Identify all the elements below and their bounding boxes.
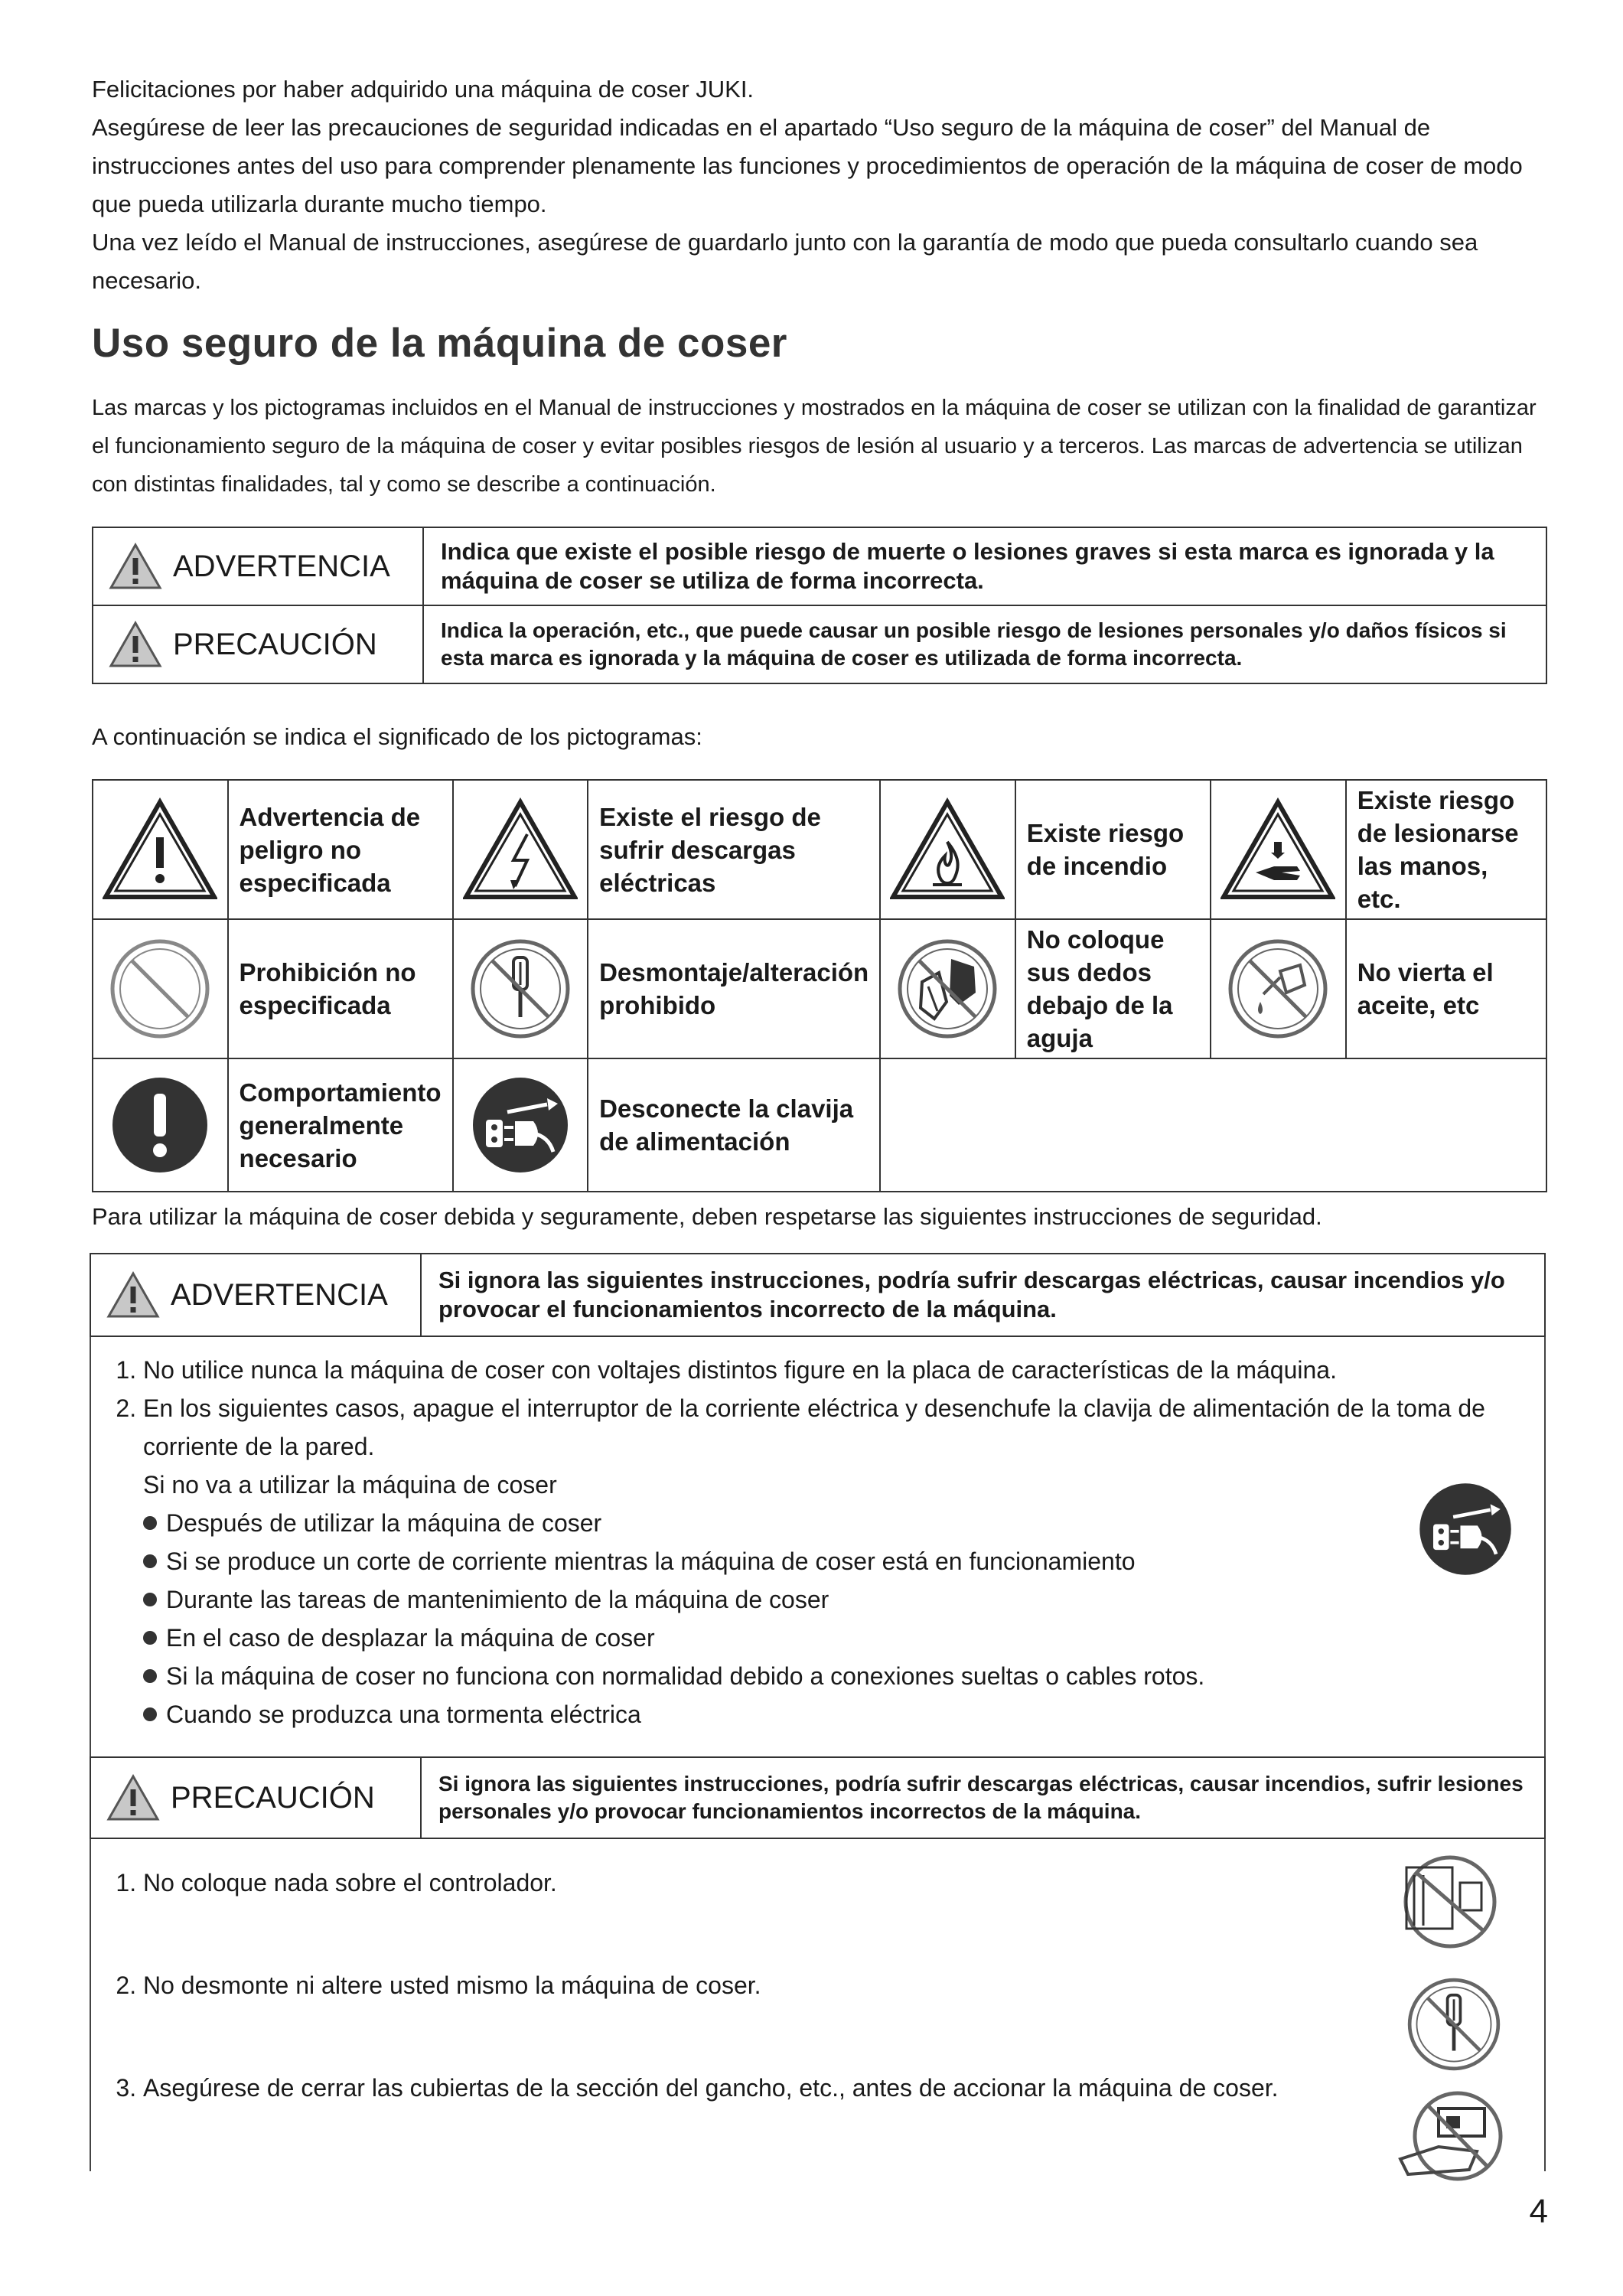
- signal-word-caution: PRECAUCIÓN: [173, 627, 377, 661]
- caution-item-2: 2. No desmonte ni altere usted mismo la máquina de coser.: [143, 1966, 1374, 2004]
- pictogram-label: Existe riesgo de lesionarse las manos, etc.: [1346, 780, 1546, 919]
- pictogram-table: [92, 779, 1547, 1192]
- list-item: En el caso de desplazar la máquina de coser: [143, 1619, 1534, 1657]
- intro-paragraph-2: Asegúrese de leer las precauciones de seguridad indicadas en el apartado “Uso seguro de la máquina de coser” del Manual de instrucciones antes del uso para comprender plenamente las funciones y procedimientos de operación de la máquina de coser de modo que pueda utilizarla durante mucho tiempo.: [92, 114, 1523, 217]
- pictogram-label: No coloque sus dedos debajo de la aguja: [1015, 919, 1211, 1058]
- caution-item-3: 3. Asegúrese de cerrar las cubiertas de la sección del gancho, etc., antes de accionar la máquina de coser.: [143, 2069, 1374, 2107]
- close-covers-icon: [1393, 2086, 1515, 2193]
- warning-triangle-icon: [106, 1774, 160, 1821]
- pictograms-lead: A continuación se indica el significado de los pictogramas:: [92, 723, 702, 750]
- mandatory-action-icon: [103, 1068, 217, 1182]
- nothing-on-controller-icon: [1393, 1852, 1507, 1952]
- intro-text: [92, 70, 1546, 300]
- warning-item-2-sub: Si no va a utilizar la máquina de coser: [143, 1471, 557, 1499]
- caution-word: PRECAUCIÓN: [171, 1780, 375, 1815]
- warning-word: ADVERTENCIA: [171, 1277, 388, 1312]
- pictogram-label: Existe riesgo de incendio: [1015, 780, 1211, 919]
- caution-item-1: 1. No coloque nada sobre el controlador.: [143, 1864, 1374, 1902]
- caution-desc: Si ignora las siguientes instrucciones, podría sufrir descargas eléctricas, causar incendios, sufrir lesiones personales y/o provocar funcionamientos incorrectos de la máquina.: [421, 1757, 1545, 1838]
- electric-shock-warning-icon: [463, 797, 578, 902]
- pictogram-label: Comportamiento generalmente necesario: [228, 1058, 453, 1192]
- list-item: Si la máquina de coser no funciona con normalidad debido a conexiones sueltas o cables rotos.: [143, 1657, 1534, 1695]
- signal-row-warning: [93, 527, 1546, 605]
- section-lead: Las marcas y los pictogramas incluidos en el Manual de instrucciones y mostrados en la máquina de coser se utilizan con la finalidad de garantizar el funcionamiento seguro de la máquina de coser y evitar posibles riesgos de lesión al usuario y a terceros. Las marcas de advertencia se utilizan con distintas finalidades, tal y como se describe a continuación.: [92, 396, 1537, 497]
- pictogram-label: Desmontaje/alteración prohibido: [588, 919, 880, 1058]
- intro-paragraph-1: Felicitaciones por haber adquirido una máquina de coser JUKI.: [92, 76, 754, 103]
- warning-item-1: 1. No utilice nunca la máquina de coser con voltajes distintos figure en la placa de características de la máquina.: [143, 1351, 1534, 1389]
- signal-row-caution: [93, 605, 1546, 683]
- list-item: Si se produce un corte de corriente mientras la máquina de coser está en funcionamiento: [143, 1542, 1534, 1580]
- intro-paragraph-3: Una vez leído el Manual de instrucciones, asegúrese de guardarlo junto con la garantía de modo que pueda consultarlo cuando sea necesario.: [92, 229, 1478, 294]
- no-disassembly-icon: [1400, 1971, 1507, 2078]
- no-fingers-under-needle-icon: [890, 931, 1005, 1046]
- section-title: Uso seguro de la máquina de coser: [92, 321, 787, 366]
- caution-list: [103, 1864, 1374, 2107]
- pictogram-label: No vierta el aceite, etc: [1346, 919, 1546, 1058]
- signal-words-table: [92, 527, 1547, 684]
- list-item: Después de utilizar la máquina de coser: [143, 1504, 1534, 1542]
- warning-triangle-icon: [109, 543, 162, 590]
- signal-desc-caution: Indica la operación, etc., que puede causar un posible riesgo de lesiones personales y/o daños físicos si esta marca es ignorada y la máquina de coser es utilizada de forma incorrecta.: [423, 605, 1546, 683]
- exclamation-warning-icon: [103, 797, 217, 902]
- warning-list: [103, 1351, 1534, 1733]
- pictogram-label: Prohibición no especificada: [228, 919, 453, 1058]
- no-oil-icon: [1221, 931, 1335, 1046]
- warning-item-2: 2. En los siguientes casos, apague el interruptor de la corriente eléctrica y desenchufe la clavija de alimentación de la toma de corriente de la pared. Si no va a utilizar la máquina de coser Después de utilizar la máquina de coser Si se produce un corte de corriente mientras la máquina de coser está en funcionamiento Durante las tareas de mantenimiento de la máquina de coser En el caso de desplazar la máquina de coser Si la máquina de coser no funciona con normalidad debido a conexiones sueltas o cables rotos. Cuando se produzca una tormenta eléctrica: [143, 1389, 1534, 1733]
- warning-triangle-icon: [109, 621, 162, 668]
- pictogram-label: Desconecte la clavija de alimentación: [588, 1058, 880, 1192]
- caution-block-header: [90, 1756, 1546, 1839]
- warning-bullets: [143, 1504, 1534, 1733]
- unplug-icon: [1412, 1476, 1519, 1583]
- warning-triangle-icon: [106, 1271, 160, 1319]
- page-number: 4: [1529, 2193, 1548, 2230]
- fire-warning-icon: [890, 797, 1005, 902]
- list-item: Cuando se produzca una tormenta eléctrica: [143, 1695, 1534, 1733]
- right-rule: [1544, 1253, 1546, 2171]
- pictogram-label: Existe el riesgo de sufrir descargas eléctricas: [588, 780, 880, 919]
- pictogram-label: Advertencia de peligro no especificada: [228, 780, 453, 919]
- signal-word-warning: ADVERTENCIA: [173, 549, 390, 583]
- safety-intro: Para utilizar la máquina de coser debida y seguramente, deben respetarse las siguientes instrucciones de seguridad.: [92, 1203, 1322, 1230]
- unplug-icon: [463, 1068, 578, 1182]
- prohibition-icon: [103, 931, 217, 1046]
- no-disassembly-icon: [463, 931, 578, 1046]
- left-rule: [90, 1253, 91, 2171]
- warning-block-header: [90, 1253, 1546, 1337]
- warning-desc: Si ignora las siguientes instrucciones, podría sufrir descargas eléctricas, causar incendios y/o provocar el funcionamientos incorrecto de la máquina.: [421, 1254, 1545, 1336]
- list-item: Durante las tareas de mantenimiento de la máquina de coser: [143, 1580, 1534, 1619]
- signal-desc-warning: Indica que existe el posible riesgo de muerte o lesiones graves si esta marca es ignorada y la máquina de coser se utiliza de forma incorrecta.: [423, 527, 1546, 605]
- hand-injury-warning-icon: [1221, 797, 1335, 902]
